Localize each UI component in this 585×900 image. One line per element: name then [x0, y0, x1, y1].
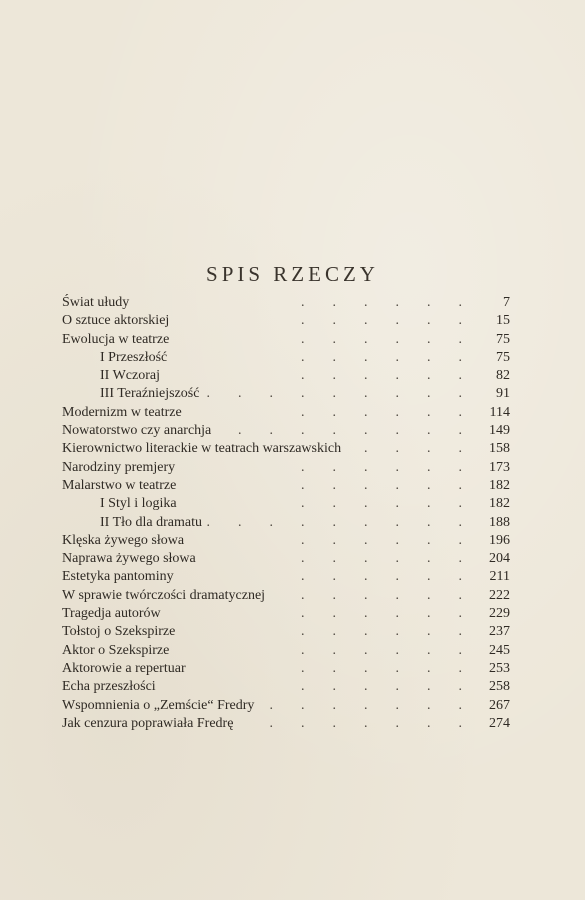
- dot-leader: . . . . . . .: [269, 715, 462, 731]
- toc-entry-title: Ewolucja w teatrze: [62, 331, 170, 347]
- toc-entry: [62, 623, 512, 641]
- dot-leader: . . . . . . .: [269, 697, 462, 713]
- dot-leader: . . . . . . . . .: [206, 514, 462, 530]
- toc-entry: [62, 422, 512, 440]
- dot-leader: . . . . . .: [301, 624, 462, 640]
- toc-entry-title: Jak cenzura poprawiała Fredrę: [62, 715, 234, 731]
- toc-entry-title: Kierownictwo literackie w teatrach warszawskich: [62, 441, 342, 457]
- toc-entry: [62, 642, 512, 660]
- toc-entry-title: Tragedja autorów: [62, 606, 161, 622]
- dot-leader: . . . . . .: [301, 587, 462, 603]
- toc-entry: [62, 660, 512, 678]
- toc-page-number: 149: [489, 423, 510, 439]
- toc-page-number: 267: [489, 697, 510, 713]
- toc-entry: [62, 331, 512, 349]
- dot-leader: . . . . . .: [301, 679, 462, 695]
- dot-leader: . . . . . .: [301, 459, 462, 475]
- toc-entry-title: Estetyka pantominy: [62, 569, 174, 585]
- dot-leader: . . . . . .: [301, 660, 462, 676]
- dot-leader: . . . . . .: [301, 532, 462, 548]
- toc-entry: [62, 587, 512, 605]
- toc-page-number: 237: [489, 624, 510, 640]
- dot-leader: . . . .: [364, 441, 462, 457]
- toc-entry: [62, 367, 512, 385]
- toc-page-number: 7: [503, 295, 510, 310]
- toc-entry-title: Aktorowie a repertuar: [62, 660, 186, 676]
- table-of-contents: [62, 294, 512, 733]
- toc-entry-title: Echa przeszłości: [62, 679, 156, 695]
- toc-page-number: 196: [489, 532, 510, 548]
- toc-entry: [62, 349, 512, 367]
- toc-entry-title: I Styl i logika: [100, 496, 177, 512]
- toc-page-number: 91: [496, 386, 510, 402]
- page-title: SPIS RZECZY: [206, 262, 379, 287]
- dot-leader: . . . . . .: [301, 313, 462, 329]
- toc-entry: [62, 495, 512, 513]
- toc-entry: [62, 312, 512, 330]
- toc-entry: [62, 440, 512, 458]
- dot-leader: . . . . . .: [301, 606, 462, 622]
- dot-leader: . . . . . .: [301, 295, 462, 310]
- toc-entry-title: III Teraźniejszość: [100, 386, 200, 402]
- toc-entry-title: Świat ułudy: [62, 295, 130, 310]
- toc-page-number: 82: [496, 368, 510, 384]
- toc-page-number: 245: [489, 642, 510, 658]
- toc-entry-title: Narodziny premjery: [62, 459, 176, 475]
- toc-entry-title: Malarstwo w teatrze: [62, 477, 177, 493]
- toc-page-number: 258: [489, 679, 510, 695]
- toc-entry: [62, 605, 512, 623]
- dot-leader: . . . . . . . .: [238, 423, 462, 439]
- toc-entry: [62, 568, 512, 586]
- toc-entry: [62, 550, 512, 568]
- toc-page-number: 182: [489, 496, 510, 512]
- toc-entry: [62, 532, 512, 550]
- toc-page-number: 253: [489, 660, 510, 676]
- toc-entry: [62, 459, 512, 477]
- toc-page-number: 114: [489, 404, 510, 420]
- toc-page-number: 173: [489, 459, 510, 475]
- dot-leader: . . . . . .: [301, 331, 462, 347]
- toc-entry-title: II Tło dla dramatu: [100, 514, 202, 530]
- dot-leader: . . . . . .: [301, 569, 462, 585]
- toc-entry-title: Klęska żywego słowa: [62, 532, 185, 548]
- toc-entry: [62, 697, 512, 715]
- toc-page-number: 188: [489, 514, 510, 530]
- toc-entry: [62, 385, 512, 403]
- dot-leader: . . . . . .: [301, 642, 462, 658]
- toc-entry-title: O sztuce aktorskiej: [62, 313, 170, 329]
- toc-page-number: 229: [489, 606, 510, 622]
- toc-entry: [62, 294, 512, 312]
- toc-entry: [62, 404, 512, 422]
- toc-page-number: 75: [496, 349, 510, 365]
- toc-entry: [62, 678, 512, 696]
- toc-entry: [62, 514, 512, 532]
- toc-entry: [62, 715, 512, 733]
- dot-leader: . . . . . .: [301, 404, 462, 420]
- toc-entry-title: Wspomnienia o „Zemście“ Fredry: [62, 697, 255, 713]
- dot-leader: . . . . . . . . .: [206, 386, 462, 402]
- toc-entry-title: Nowatorstwo czy anarchja: [62, 423, 212, 439]
- toc-page-number: 274: [489, 715, 510, 731]
- dot-leader: . . . . . .: [301, 368, 462, 384]
- dot-leader: . . . . . .: [301, 496, 462, 512]
- dot-leader: . . . . . .: [301, 551, 462, 567]
- toc-entry-title: W sprawie twórczości dramatycznej: [62, 587, 266, 603]
- toc-page-number: 204: [489, 551, 510, 567]
- toc-page-number: 15: [496, 313, 510, 329]
- toc-page-number: 182: [489, 477, 510, 493]
- toc-page-number: 211: [489, 569, 510, 585]
- toc-entry-title: Modernizm w teatrze: [62, 404, 182, 420]
- dot-leader: . . . . . .: [301, 349, 462, 365]
- toc-entry-title: Tołstoj o Szekspirze: [62, 624, 176, 640]
- toc-page-number: 75: [496, 331, 510, 347]
- toc-entry-title: Naprawa żywego słowa: [62, 551, 196, 567]
- toc-entry-title: Aktor o Szekspirze: [62, 642, 170, 658]
- toc-entry-title: I Przeszłość: [100, 349, 168, 365]
- toc-page-number: 222: [489, 587, 510, 603]
- dot-leader: . . . . . .: [301, 477, 462, 493]
- toc-entry: [62, 477, 512, 495]
- toc-entry-title: II Wczoraj: [100, 368, 160, 384]
- toc-page-number: 158: [489, 441, 510, 457]
